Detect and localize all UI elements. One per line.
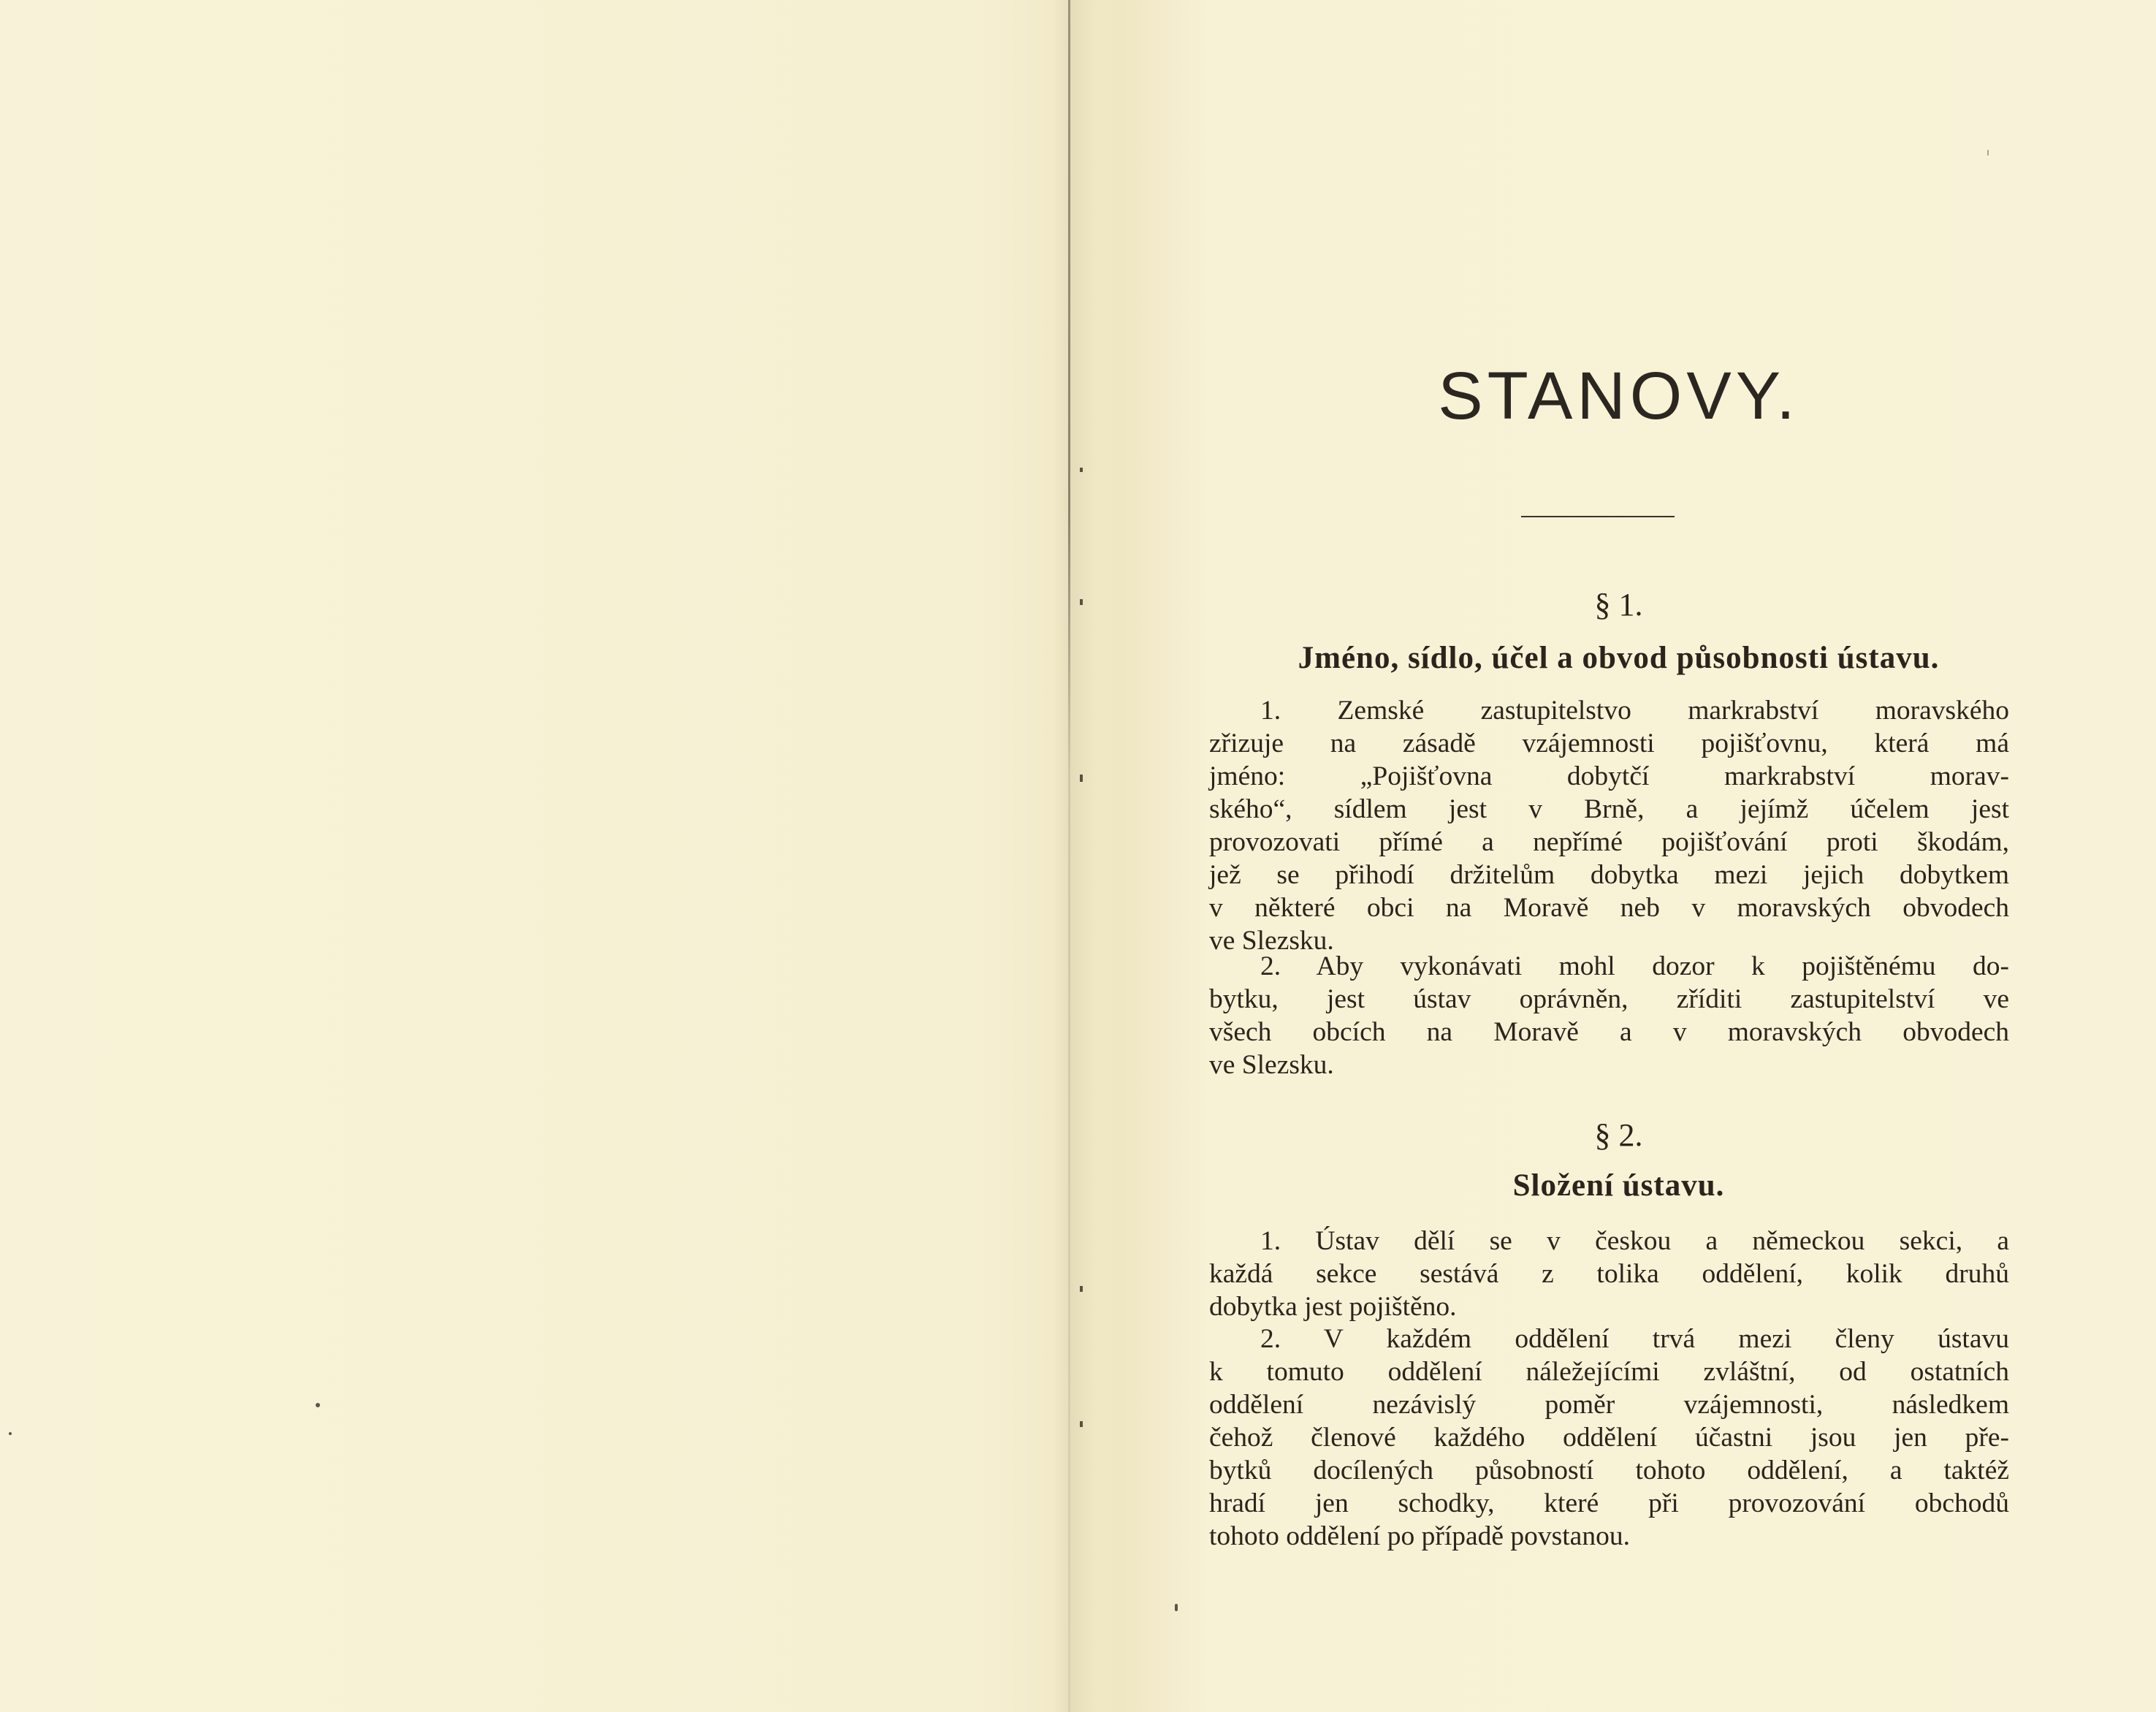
text-line: 1. Zemské zastupitelstvo markrabství moravského bbox=[1260, 696, 2009, 726]
paper-speck bbox=[1987, 150, 1989, 156]
text-line: dobytka jest pojištěno. bbox=[1209, 1292, 1457, 1322]
paragraph bbox=[1209, 950, 2009, 1081]
paper-speck bbox=[316, 1403, 320, 1407]
title-divider bbox=[1521, 516, 1675, 517]
book-gutter bbox=[1068, 0, 1070, 1712]
text-line: ve Slezsku. bbox=[1209, 926, 1334, 956]
text-line: tohoto oddělení po případě povstanou. bbox=[1209, 1521, 1630, 1551]
text-line: provozovati přímé a nepřímé pojišťování proti škodám, bbox=[1209, 827, 2009, 857]
text-line: 1. Ústav dělí se v českou a německou sekci, a bbox=[1260, 1226, 2009, 1256]
text-line: jež se přihodí držitelům dobytka mezi jejich dobytkem bbox=[1209, 860, 2009, 890]
paragraph bbox=[1209, 694, 2009, 957]
text-line: oddělení nezávislý poměr vzájemnosti, následkem bbox=[1209, 1390, 2009, 1420]
section-mark: § 2. bbox=[1594, 1117, 1643, 1153]
section-mark: § 1. bbox=[1594, 587, 1643, 623]
text-line: každá sekce sestává z tolika oddělení, kolik druhů bbox=[1209, 1259, 2009, 1289]
text-line: bytku, jest ústav oprávněn, zříditi zastupitelství ve bbox=[1209, 984, 2009, 1014]
section-heading: Jméno, sídlo, účel a obvod působnosti ústavu. bbox=[1298, 641, 1940, 675]
section-heading: Složení ústavu. bbox=[1512, 1168, 1725, 1203]
paper-speck bbox=[1175, 1604, 1178, 1611]
text-line: v některé obci na Moravě neb v moravských obvodech bbox=[1209, 893, 2009, 923]
text-line: ve Slezsku. bbox=[1209, 1050, 1334, 1080]
text-line: 2. V každém oddělení trvá mezi členy ústavu bbox=[1260, 1324, 2009, 1354]
text-line: k tomuto oddělení náležejícími zvláštní, od ostatních bbox=[1209, 1357, 2009, 1387]
text-line: zřizuje na zásadě vzájemnosti pojišťovnu, která má bbox=[1209, 728, 2009, 758]
right-page bbox=[1081, 0, 2156, 1712]
page-title: STANOVY. bbox=[1438, 359, 1799, 433]
text-line: bytků docílených působností tohoto oddělení, a taktéž bbox=[1209, 1456, 2009, 1485]
paragraph bbox=[1209, 1323, 2009, 1553]
text-line: jméno: „Pojišťovna dobytčí markrabství morav- bbox=[1209, 761, 2009, 791]
text-line: ského“, sídlem jest v Brně, a jejímž účelem jest bbox=[1209, 794, 2009, 824]
text-line: hradí jen schodky, které při provozování obchodů bbox=[1209, 1488, 2009, 1518]
text-line: všech obcích na Moravě a v moravských obvodech bbox=[1209, 1017, 2009, 1047]
paragraph bbox=[1209, 1225, 2009, 1323]
left-page-blank bbox=[0, 0, 1070, 1712]
paper-speck bbox=[9, 1432, 12, 1435]
text-line: čehož členové každého oddělení účastni jsou jen pře- bbox=[1209, 1423, 2009, 1453]
text-line: 2. Aby vykonávati mohl dozor k pojištěnému do- bbox=[1260, 951, 2009, 981]
